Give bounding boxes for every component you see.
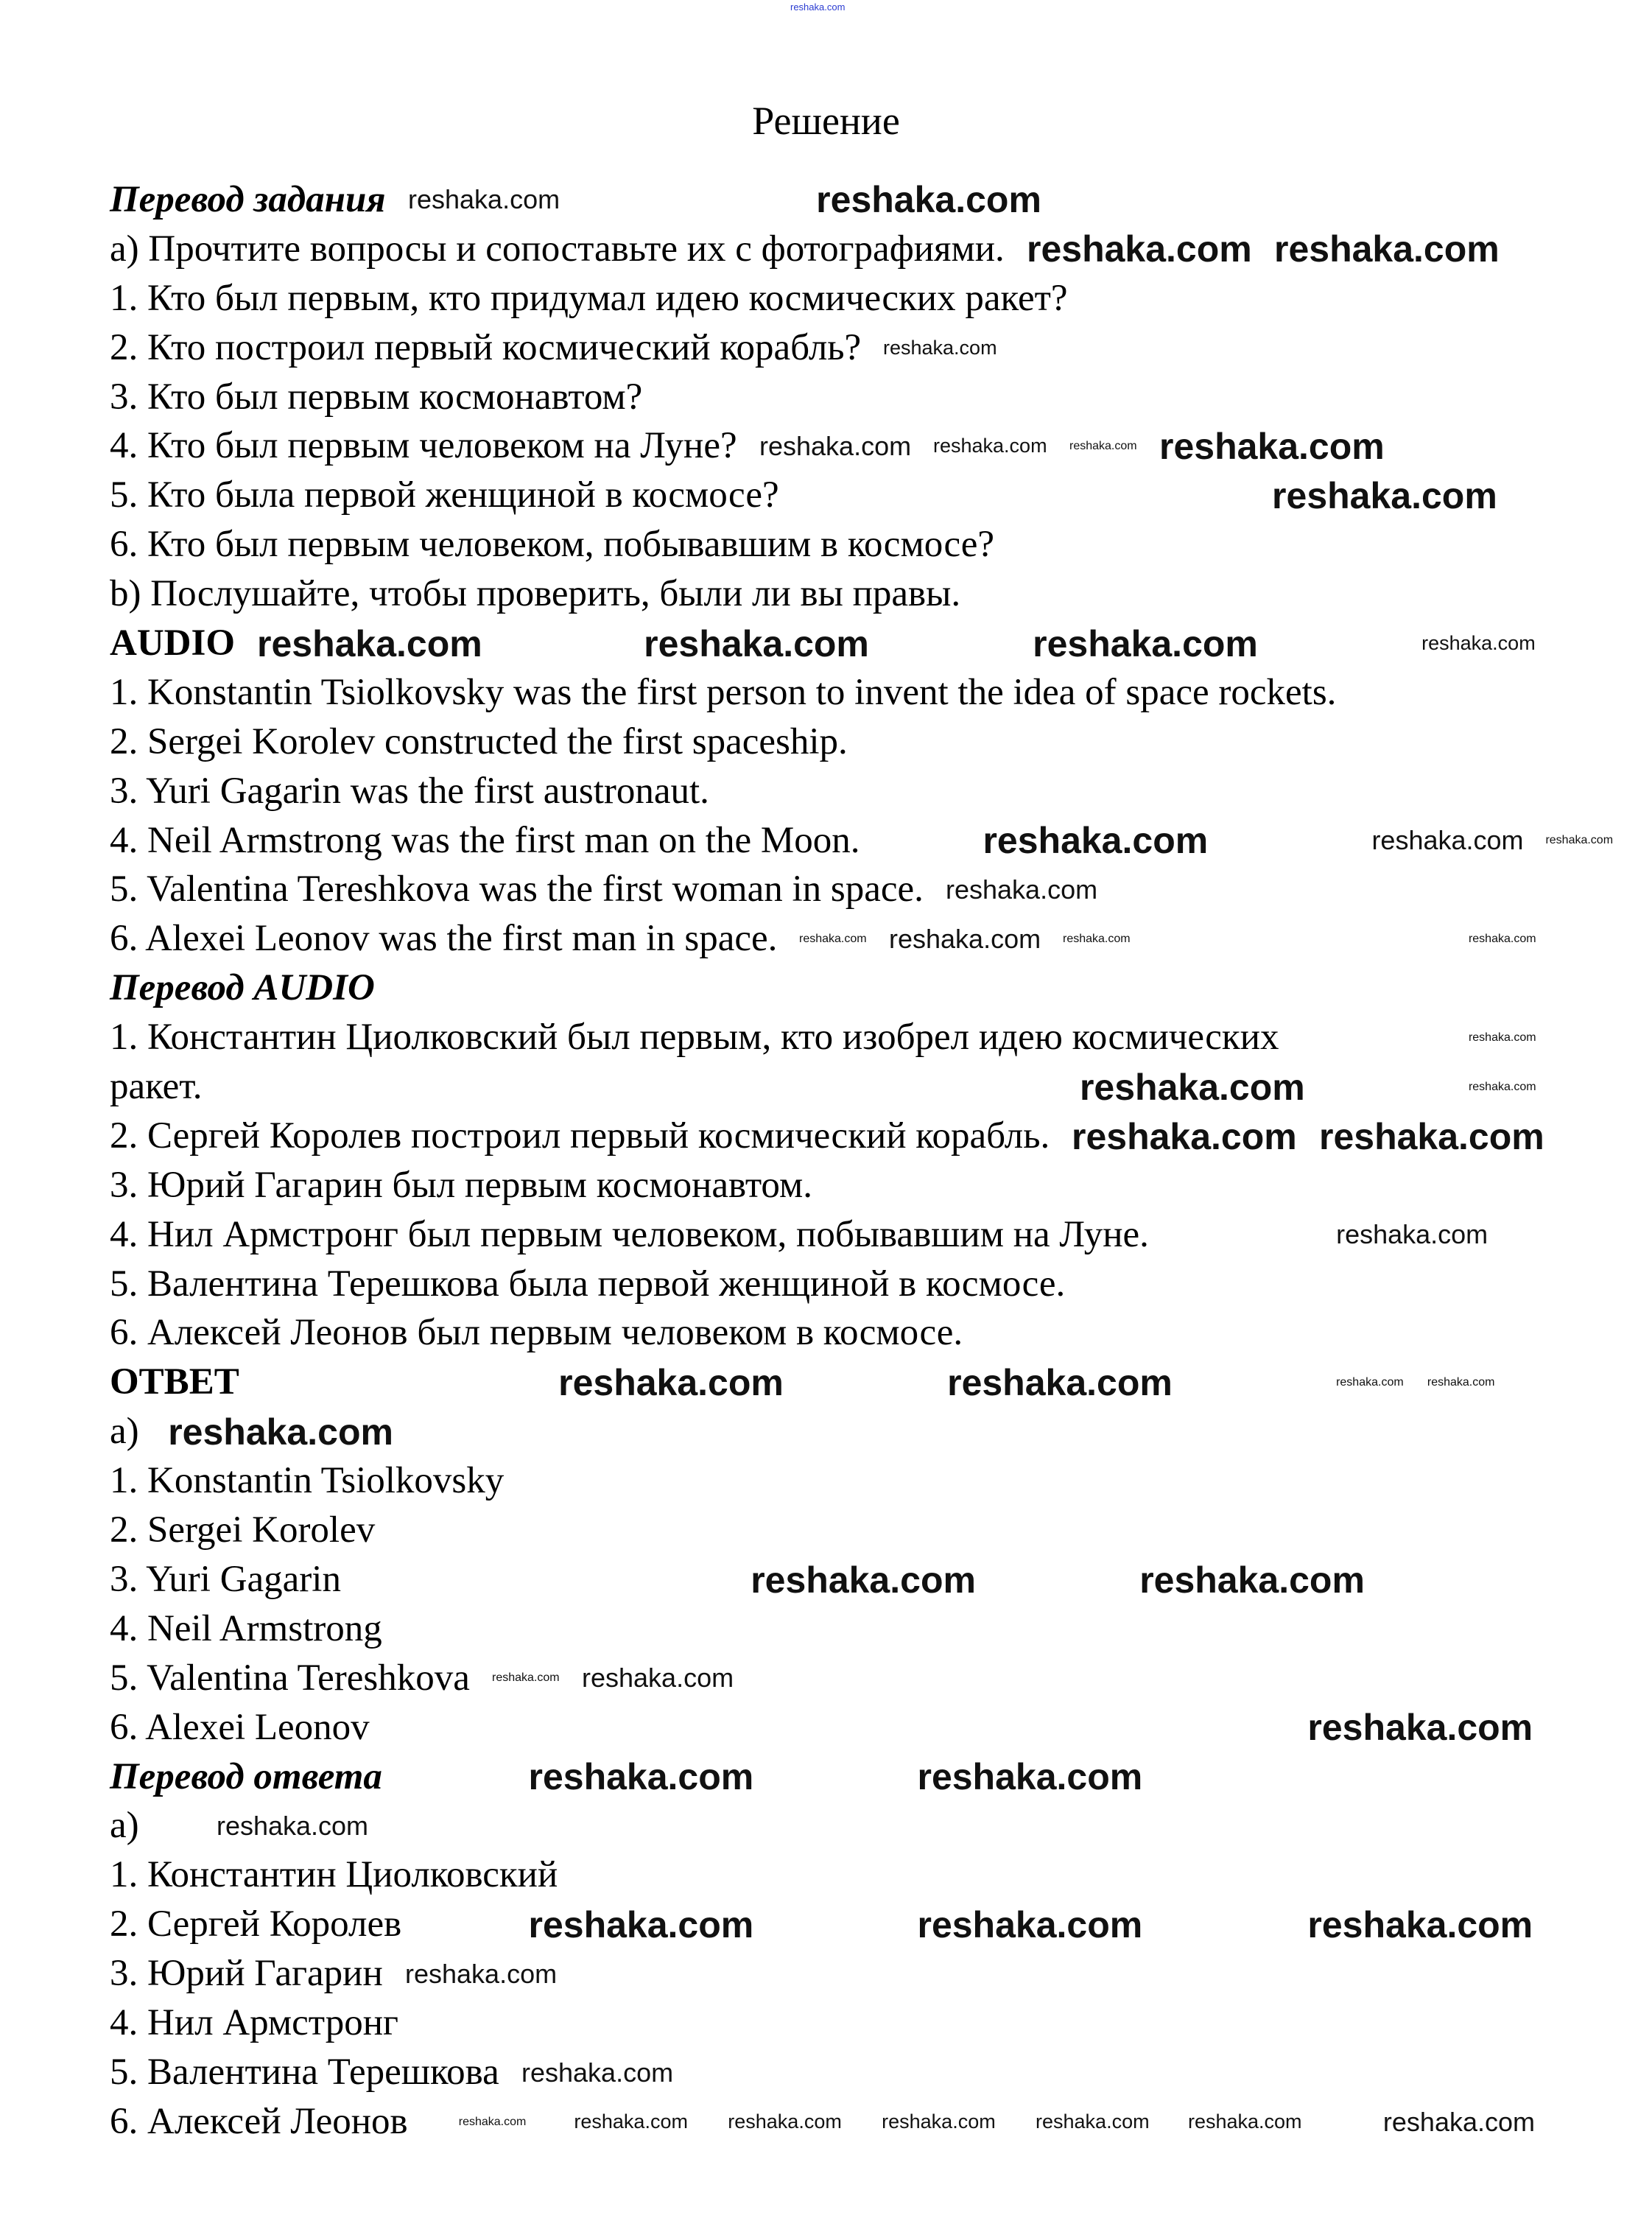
watermark: reshaka.com <box>1307 1903 1533 1945</box>
watermark: reshaka.com <box>216 1811 369 1842</box>
document-body <box>110 175 1336 2147</box>
text-line: 6. Alexei Leonov <box>110 1706 370 1748</box>
section-heading: Перевод ответа <box>110 1755 382 1797</box>
watermark: reshaka.com <box>1187 2110 1302 2133</box>
watermark: reshaka.com <box>728 2110 842 2133</box>
watermark: reshaka.com <box>408 184 560 215</box>
watermark: reshaka.com <box>882 2110 996 2133</box>
text-line: 5. Valentina Tereshkova was the first woman in space. <box>110 868 924 910</box>
text-line: 3. Yuri Gagarin <box>110 1558 341 1600</box>
watermark: reshaka.com <box>582 1663 734 1694</box>
watermark: reshaka.com <box>558 1362 784 1404</box>
text-line: 3. Юрий Гагарин <box>110 1953 383 1995</box>
watermark: reshaka.com <box>1274 228 1500 270</box>
watermark: reshaka.com <box>933 435 1047 457</box>
watermark: reshaka.com <box>1027 228 1252 270</box>
text-line: b) Послушайте, чтобы проверить, были ли вы правы. <box>110 573 961 615</box>
watermark: reshaka.com <box>759 430 912 461</box>
watermark: reshaka.com <box>946 874 1098 905</box>
text-line: 4. Нил Армстронг <box>110 2001 398 2043</box>
watermark: reshaka.com <box>883 336 997 359</box>
watermark: reshaka.com <box>1427 1376 1495 1389</box>
text-line: 4. Neil Armstrong was the first man on the Moon. <box>110 819 860 861</box>
watermark: reshaka.com <box>1421 632 1536 655</box>
section-heading: Перевод задания <box>110 179 386 220</box>
watermark: reshaka.com <box>1468 1080 1536 1093</box>
watermark: reshaka.com <box>1069 439 1137 452</box>
text-line: 1. Konstantin Tsiolkovsky <box>110 1460 505 1502</box>
text-line: 6. Кто был первым человеком, побывавшим в космосе? <box>110 524 995 566</box>
section-heading: AUDIO <box>110 622 236 664</box>
watermark: reshaka.com <box>917 1903 1143 1945</box>
watermark: reshaka.com <box>1036 2110 1150 2133</box>
watermark: reshaka.com <box>528 1903 754 1945</box>
watermark: reshaka.com <box>751 1559 976 1601</box>
page-title: Решение <box>752 99 900 143</box>
text-line: 3. Кто был первым космонавтом? <box>110 376 643 418</box>
watermark: reshaka.com <box>1468 1031 1536 1044</box>
watermark: reshaka.com <box>521 2057 674 2088</box>
text-line: ракет. <box>110 1066 203 1108</box>
top-watermark: reshaka.com <box>790 1 846 13</box>
watermark: reshaka.com <box>458 2115 527 2128</box>
text-line: a) Прочтите вопросы и сопоставьте их с фотографиями. <box>110 228 1005 270</box>
watermark: reshaka.com <box>492 1671 560 1685</box>
watermark: reshaka.com <box>528 1756 754 1798</box>
watermark: reshaka.com <box>257 622 482 664</box>
watermark: reshaka.com <box>405 1958 558 1989</box>
text-line: 6. Alexei Leonov was the first man in space. <box>110 918 778 960</box>
watermark: reshaka.com <box>1371 825 1524 856</box>
watermark: reshaka.com <box>1382 2106 1535 2137</box>
text-line: 1. Константин Циолковский был первым, кто изобрел идею космических <box>110 1017 1279 1059</box>
text-line: 4. Neil Armstrong <box>110 1607 382 1649</box>
text-line: 2. Sergei Korolev constructed the first spaceship. <box>110 720 848 762</box>
watermark: reshaka.com <box>1468 932 1536 945</box>
watermark: reshaka.com <box>799 932 867 945</box>
text-line: 4. Кто был первым человеком на Луне? <box>110 425 737 467</box>
text-line: 3. Юрий Гагарин был первым космонавтом. <box>110 1164 812 1206</box>
watermark: reshaka.com <box>1033 622 1258 664</box>
watermark: reshaka.com <box>1319 1115 1544 1157</box>
text-line: a) <box>110 1411 139 1453</box>
text-line: 5. Валентина Терешкова <box>110 2051 499 2093</box>
text-line: 1. Константин Циолковский <box>110 1854 558 1896</box>
watermark: reshaka.com <box>644 622 869 664</box>
text-line: 6. Алексей Леонов был первым человеком в космосе. <box>110 1312 963 1354</box>
watermark: reshaka.com <box>983 820 1209 862</box>
watermark: reshaka.com <box>917 1756 1143 1798</box>
section-heading: Перевод AUDIO <box>110 967 375 1009</box>
watermark: reshaka.com <box>574 2110 688 2133</box>
watermark: reshaka.com <box>1545 834 1614 847</box>
watermark: reshaka.com <box>816 179 1041 221</box>
watermark: reshaka.com <box>1072 1115 1297 1157</box>
section-heading: ОТВЕТ <box>110 1361 239 1403</box>
watermark: reshaka.com <box>889 923 1041 954</box>
text-line: 6. Алексей Леонов <box>110 2100 408 2142</box>
text-line: 5. Валентина Терешкова была первой женщиной в космосе. <box>110 1263 1066 1305</box>
watermark: reshaka.com <box>1159 425 1385 467</box>
text-line: 5. Кто была первой женщиной в космосе? <box>110 474 779 516</box>
watermark: reshaka.com <box>1307 1707 1533 1749</box>
watermark: reshaka.com <box>1063 932 1131 945</box>
text-line: 2. Кто построил первый космический корабль? <box>110 326 862 368</box>
watermark: reshaka.com <box>168 1411 393 1453</box>
text-line: 2. Sergei Korolev <box>110 1509 376 1551</box>
text-line: 2. Сергей Королев <box>110 1903 402 1945</box>
text-line: 5. Valentina Tereshkova <box>110 1657 470 1699</box>
watermark: reshaka.com <box>1079 1066 1305 1108</box>
text-line: a) <box>110 1805 139 1847</box>
watermark: reshaka.com <box>1139 1559 1365 1601</box>
watermark: reshaka.com <box>947 1362 1173 1404</box>
text-line: 2. Сергей Королев построил первый космический корабль. <box>110 1115 1050 1157</box>
text-line: 1. Кто был первым, кто придумал идею космических ракет? <box>110 277 1068 319</box>
text-line: 1. Konstantin Tsiolkovsky was the first person to invent the idea of space rockets. <box>110 671 1337 713</box>
text-line: 3. Yuri Gagarin was the first austronaut. <box>110 770 709 812</box>
watermark: reshaka.com <box>1272 474 1497 516</box>
watermark: reshaka.com <box>1336 1376 1404 1389</box>
text-line: 4. Нил Армстронг был первым человеком, побывавшим на Луне. <box>110 1213 1149 1255</box>
watermark: reshaka.com <box>1336 1219 1488 1250</box>
